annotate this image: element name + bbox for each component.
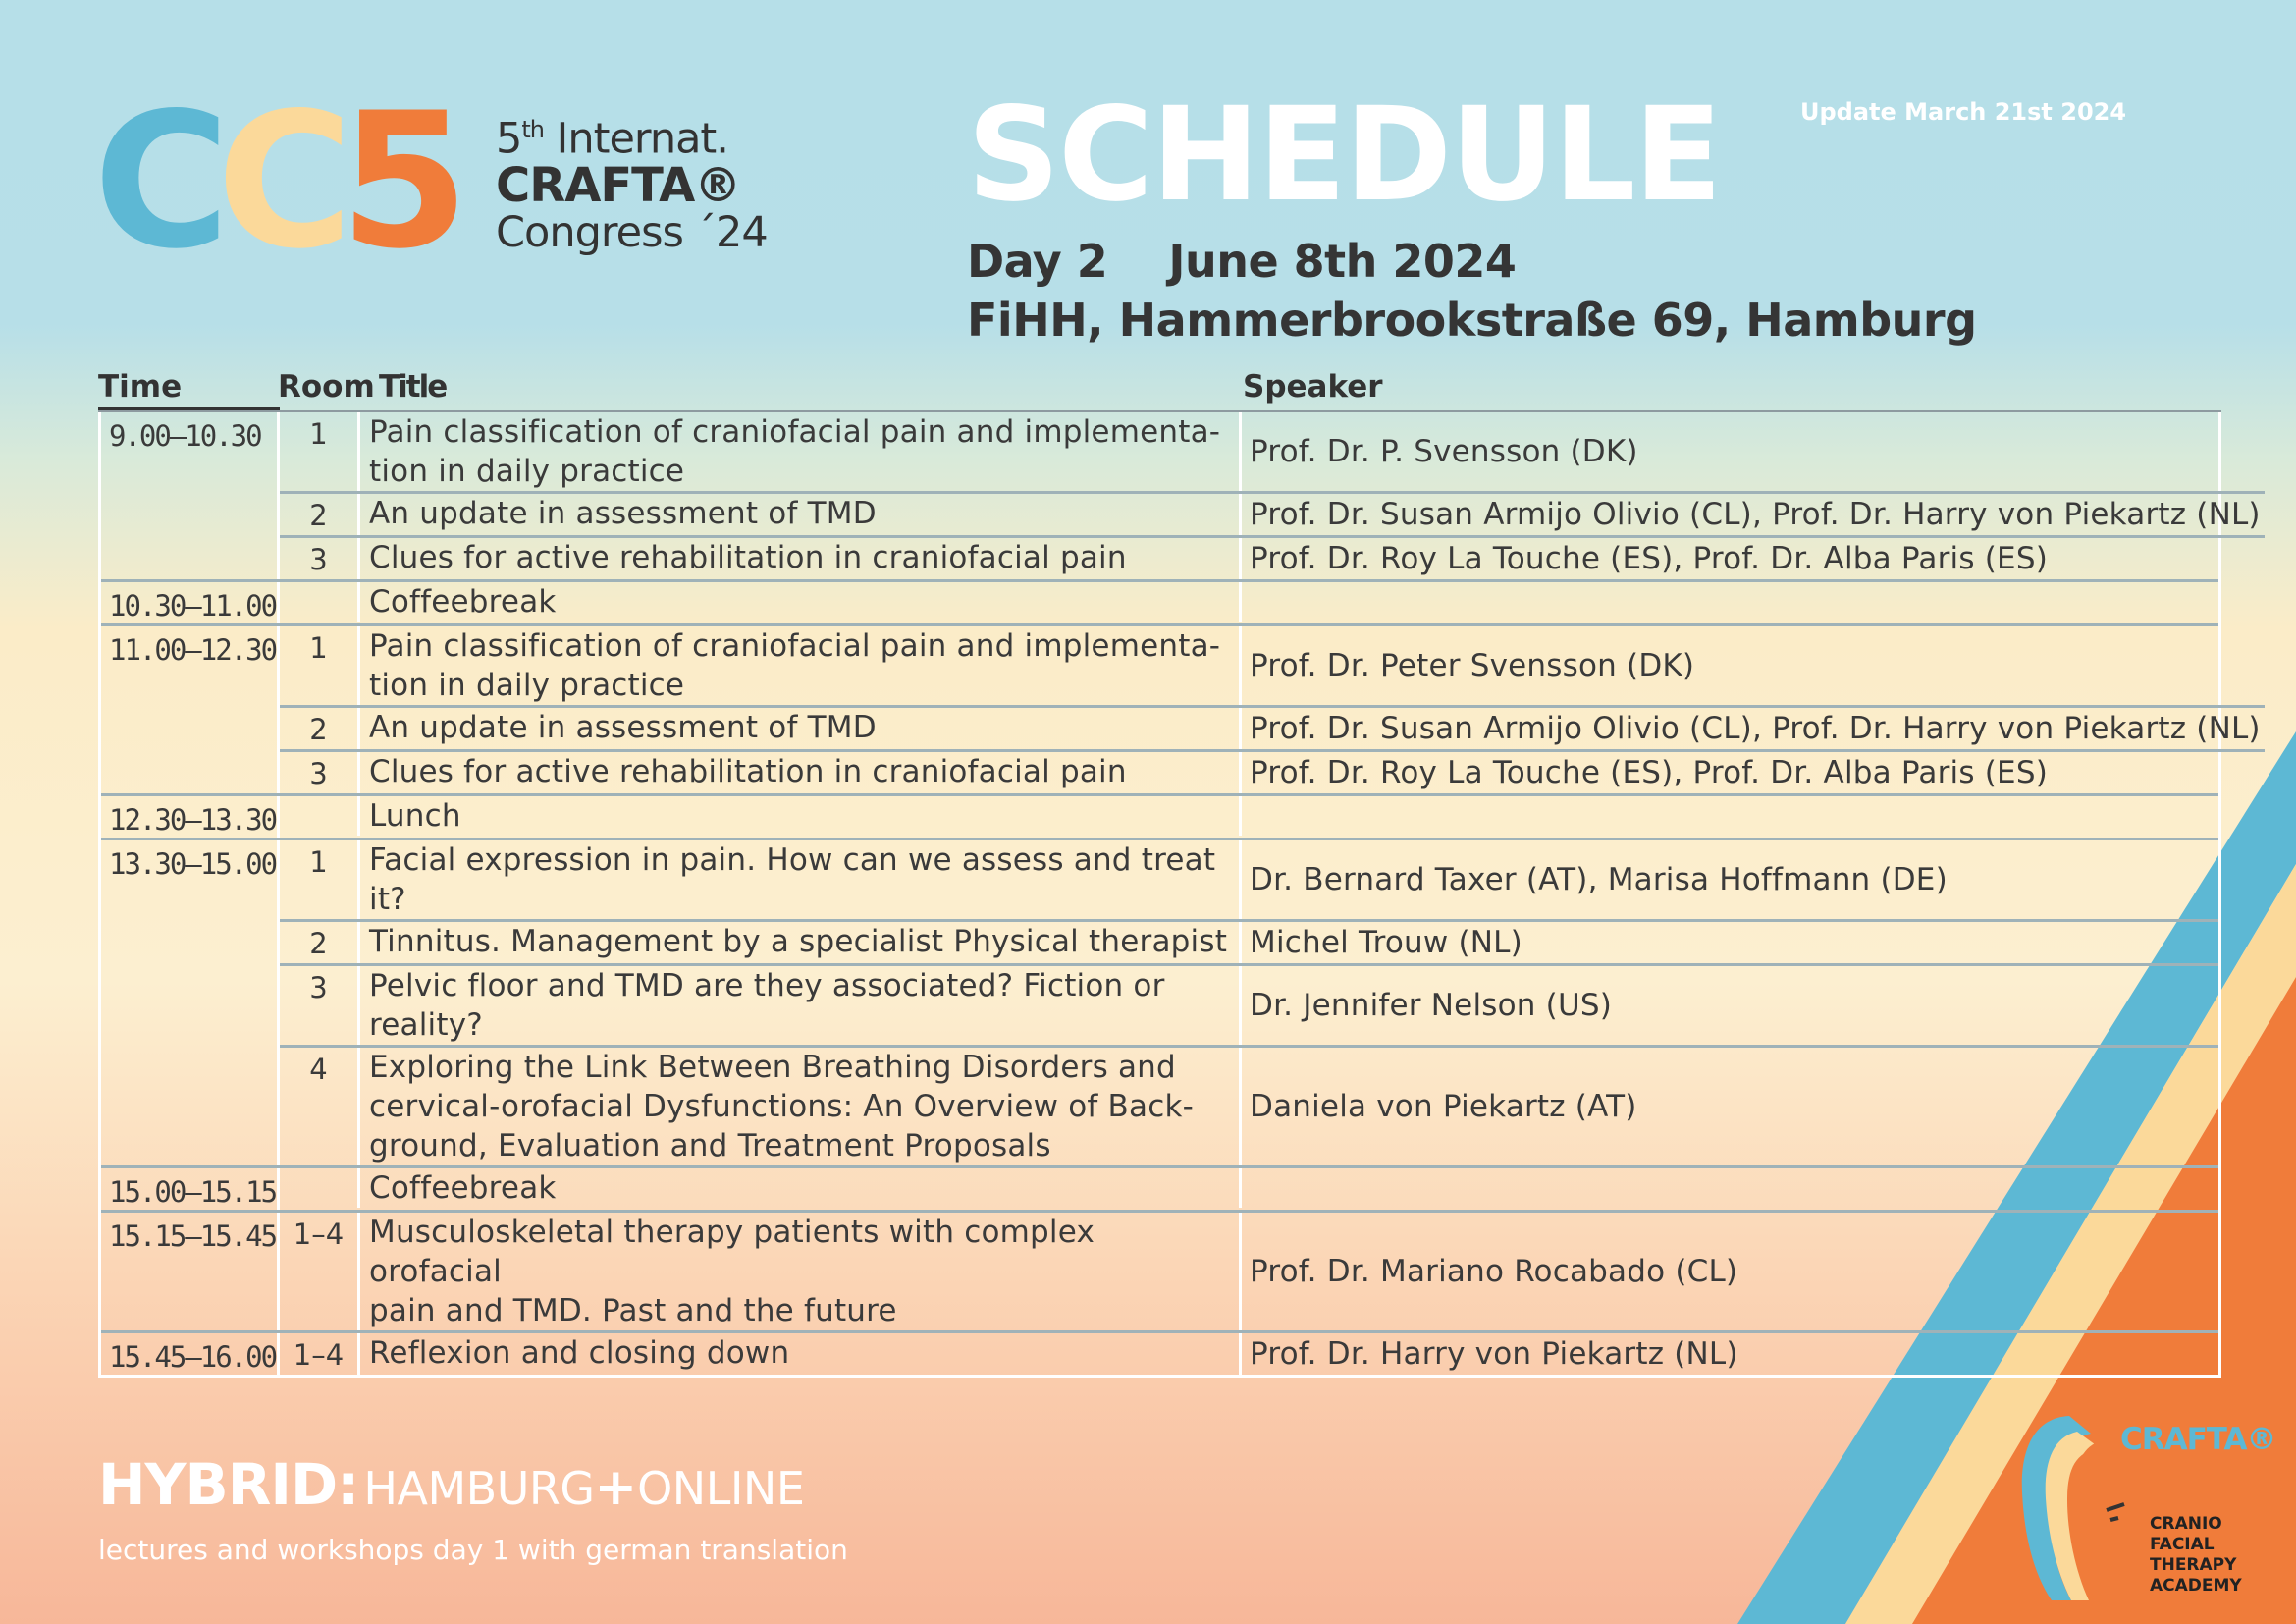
title-line: Facial expression in pain. How can we assess and treat it?	[369, 842, 1216, 917]
speaker-cell	[1242, 494, 2265, 535]
logo-text	[496, 106, 790, 256]
speaker-cell	[1242, 922, 2218, 963]
title-cell	[360, 412, 1242, 491]
logo-sup: th	[521, 116, 544, 143]
time-slot	[101, 582, 2218, 626]
room-cell	[280, 1168, 360, 1208]
table-row	[280, 708, 2265, 752]
translation-note: lectures and workshops day 1 with german translation	[98, 1534, 848, 1566]
time-cell: 15.00–15.15	[101, 1168, 280, 1210]
session-rows	[280, 412, 2265, 579]
time-cell: 15.45–16.00	[101, 1333, 280, 1375]
speaker-cell	[1242, 1333, 2218, 1375]
table-row	[280, 1048, 2218, 1165]
hybrid-online: ONLINE	[637, 1462, 805, 1515]
time-cell: 9.00–10.30	[101, 412, 280, 579]
session-rows	[280, 1333, 2218, 1375]
logo-line-internat	[496, 106, 790, 162]
speaker-name: Prof. Dr. Peter Svensson (DK)	[1250, 648, 1695, 683]
time-slot	[101, 796, 2218, 840]
hybrid-banner	[98, 1451, 804, 1518]
logo-line-crafta: CRAFTA®	[496, 158, 741, 214]
title-cell	[360, 494, 1242, 535]
table-row	[280, 752, 2265, 793]
room-cell: 1	[280, 626, 360, 705]
title-cell	[360, 922, 1242, 963]
table-row	[280, 582, 2218, 622]
title-line: Pain classification of craniofacial pain and implementa-	[369, 628, 1221, 664]
time-cell: 10.30–11.00	[101, 582, 280, 623]
table-row	[280, 626, 2265, 708]
schedule-table	[98, 365, 2261, 1374]
logo-number: 5	[496, 114, 522, 164]
speaker-cell	[1242, 966, 2218, 1045]
time-slot	[101, 1213, 2218, 1333]
title-line: Lunch	[369, 798, 461, 834]
hybrid-place: HAMBURG	[363, 1462, 595, 1515]
room-cell: 1–4	[280, 1213, 360, 1330]
room-cell: 4	[280, 1048, 360, 1165]
room-cell: 1	[280, 412, 360, 491]
title-cell	[360, 626, 1242, 705]
table-row	[280, 840, 2218, 922]
title-line: ground, Evaluation and Treatment Proposals	[369, 1128, 1051, 1164]
session-rows	[280, 582, 2218, 623]
time-cell: 13.30–15.00	[101, 840, 280, 1165]
title-cell	[360, 1333, 1242, 1375]
logo-five-orange: 5	[339, 73, 456, 290]
time-slot	[101, 412, 2261, 582]
speaker-name: Michel Trouw (NL)	[1250, 925, 1522, 960]
table-body	[98, 412, 2261, 1378]
title-cell	[360, 1168, 1242, 1208]
title-cell	[360, 538, 1242, 579]
title-line: Tinnitus. Management by a specialist Physical therapist	[369, 924, 1228, 959]
room-cell	[280, 582, 360, 622]
crafta-academy-logo	[2012, 1404, 2276, 1610]
room-cell: 3	[280, 966, 360, 1045]
time-slot	[101, 626, 2261, 796]
day-date-line	[967, 234, 1516, 289]
speaker-cell	[1242, 538, 2265, 579]
room-cell: 1–4	[280, 1333, 360, 1375]
session-rows	[280, 1168, 2218, 1210]
room-cell: 2	[280, 708, 360, 749]
academy-line: CRANIO	[2150, 1514, 2222, 1534]
room-cell: 2	[280, 922, 360, 963]
title-cell	[360, 966, 1242, 1045]
speaker-cell	[1242, 412, 2265, 491]
day-label: Day 2	[967, 235, 1108, 288]
time-slot	[101, 1168, 2218, 1213]
hybrid-label: HYBRID:	[98, 1451, 359, 1518]
title-line: Reflexion and closing down	[369, 1335, 790, 1371]
title-line: Musculoskeletal therapy patients with complex orofacial	[369, 1215, 1095, 1289]
speaker-name: Dr. Bernard Taxer (AT), Marisa Hoffmann (DE)	[1250, 862, 1948, 897]
crafta-logo-word: CRAFTA®	[2120, 1422, 2276, 1457]
speaker-cell	[1242, 582, 2218, 622]
table-row	[280, 1333, 2218, 1375]
title-line: pain and TMD. Past and the future	[369, 1293, 897, 1328]
time-header-underline	[98, 407, 280, 410]
speaker-name: Prof. Dr. Mariano Rocabado (CL)	[1250, 1254, 1738, 1289]
column-header-room: Room	[278, 369, 375, 405]
update-note: Update March 21st 2024	[1800, 98, 2127, 126]
table-row	[280, 494, 2265, 538]
table-row	[280, 796, 2218, 836]
speaker-name: Prof. Dr. Roy La Touche (ES), Prof. Dr. Alba Paris (ES)	[1250, 755, 2049, 790]
speaker-name: Prof. Dr. Harry von Piekartz (NL)	[1250, 1336, 1738, 1372]
title-cell	[360, 796, 1242, 836]
logo-line-congress: Congress ´24	[496, 208, 768, 258]
room-cell	[280, 796, 360, 836]
column-header-title: Title	[379, 369, 447, 405]
speaker-cell	[1242, 626, 2265, 705]
title-line: An update in assessment of TMD	[369, 710, 877, 745]
speaker-cell	[1242, 1168, 2218, 1208]
page-title: SCHEDULE	[967, 80, 1721, 231]
plus-icon: +	[594, 1458, 638, 1517]
title-cell	[360, 708, 1242, 749]
session-rows	[280, 796, 2218, 838]
speaker-name: Prof. Dr. P. Svensson (DK)	[1250, 434, 1638, 469]
room-cell: 3	[280, 752, 360, 793]
title-line: Coffeebreak	[369, 1170, 557, 1206]
time-slot	[101, 1333, 2218, 1375]
table-row	[280, 966, 2218, 1048]
table-row	[280, 1168, 2218, 1208]
speaker-cell	[1242, 796, 2218, 836]
time-cell: 12.30–13.30	[101, 796, 280, 838]
title-cell	[360, 752, 1242, 793]
table-row	[280, 1213, 2218, 1330]
column-header-time: Time	[98, 369, 183, 405]
logo-c-yellow: C	[216, 73, 340, 290]
column-header-speaker: Speaker	[1243, 369, 1383, 405]
session-rows	[280, 1213, 2218, 1330]
table-header	[98, 365, 2221, 412]
cc5-logo-mark	[93, 73, 456, 290]
speaker-name: Prof. Dr. Susan Armijo Olivio (CL), Prof. Dr. Harry von Piekartz (NL)	[1250, 497, 2261, 532]
title-line: tion in daily practice	[369, 454, 685, 489]
title-cell	[360, 840, 1242, 919]
academy-text	[2150, 1514, 2242, 1597]
room-cell: 2	[280, 494, 360, 535]
speaker-name: Prof. Dr. Roy La Touche (ES), Prof. Dr. Alba Paris (ES)	[1250, 541, 2049, 576]
title-line: Pain classification of craniofacial pain and implementa-	[369, 414, 1221, 450]
speaker-cell	[1242, 1048, 2218, 1165]
title-line: tion in daily practice	[369, 668, 685, 703]
title-line: An update in assessment of TMD	[369, 496, 877, 531]
title-line: Pelvic floor and TMD are they associated? Fiction or reality?	[369, 968, 1165, 1043]
room-cell: 3	[280, 538, 360, 579]
title-cell	[360, 1213, 1242, 1330]
speaker-cell	[1242, 840, 2218, 919]
room-cell: 1	[280, 840, 360, 919]
academy-line: ACADEMY	[2150, 1576, 2242, 1596]
table-row	[280, 922, 2218, 966]
title-line: Clues for active rehabilitation in craniofacial pain	[369, 754, 1127, 789]
session-rows	[280, 626, 2265, 793]
time-cell: 11.00–12.30	[101, 626, 280, 793]
speaker-name: Dr. Jennifer Nelson (US)	[1250, 988, 1613, 1023]
logo-internat: Internat.	[543, 114, 728, 164]
venue-line: FiHH, Hammerbrookstraße 69, Hamburg	[967, 294, 1977, 347]
speaker-name: Daniela von Piekartz (AT)	[1250, 1089, 1637, 1124]
title-line: Clues for active rehabilitation in craniofacial pain	[369, 540, 1127, 575]
congress-logo	[93, 73, 780, 290]
speaker-cell	[1242, 708, 2265, 749]
title-cell	[360, 1048, 1242, 1165]
academy-line: FACIAL	[2150, 1535, 2215, 1554]
speaker-cell	[1242, 1213, 2218, 1330]
title-cell	[360, 582, 1242, 622]
speaker-cell	[1242, 752, 2265, 793]
title-line: Exploring the Link Between Breathing Disorders and	[369, 1050, 1176, 1085]
logo-c-blue: C	[93, 73, 217, 290]
time-slot	[101, 840, 2218, 1168]
title-line: cervical-orofacial Dysfunctions: An Overview of Back-	[369, 1089, 1195, 1124]
academy-line: THERAPY	[2150, 1555, 2237, 1575]
session-rows	[280, 840, 2218, 1165]
time-cell: 15.15–15.45	[101, 1213, 280, 1330]
speaker-name: Prof. Dr. Susan Armijo Olivio (CL), Prof. Dr. Harry von Piekartz (NL)	[1250, 711, 2261, 746]
title-line: Coffeebreak	[369, 584, 557, 620]
date-label: June 8th 2024	[1168, 235, 1517, 288]
table-row	[280, 412, 2265, 494]
table-row	[280, 538, 2265, 579]
